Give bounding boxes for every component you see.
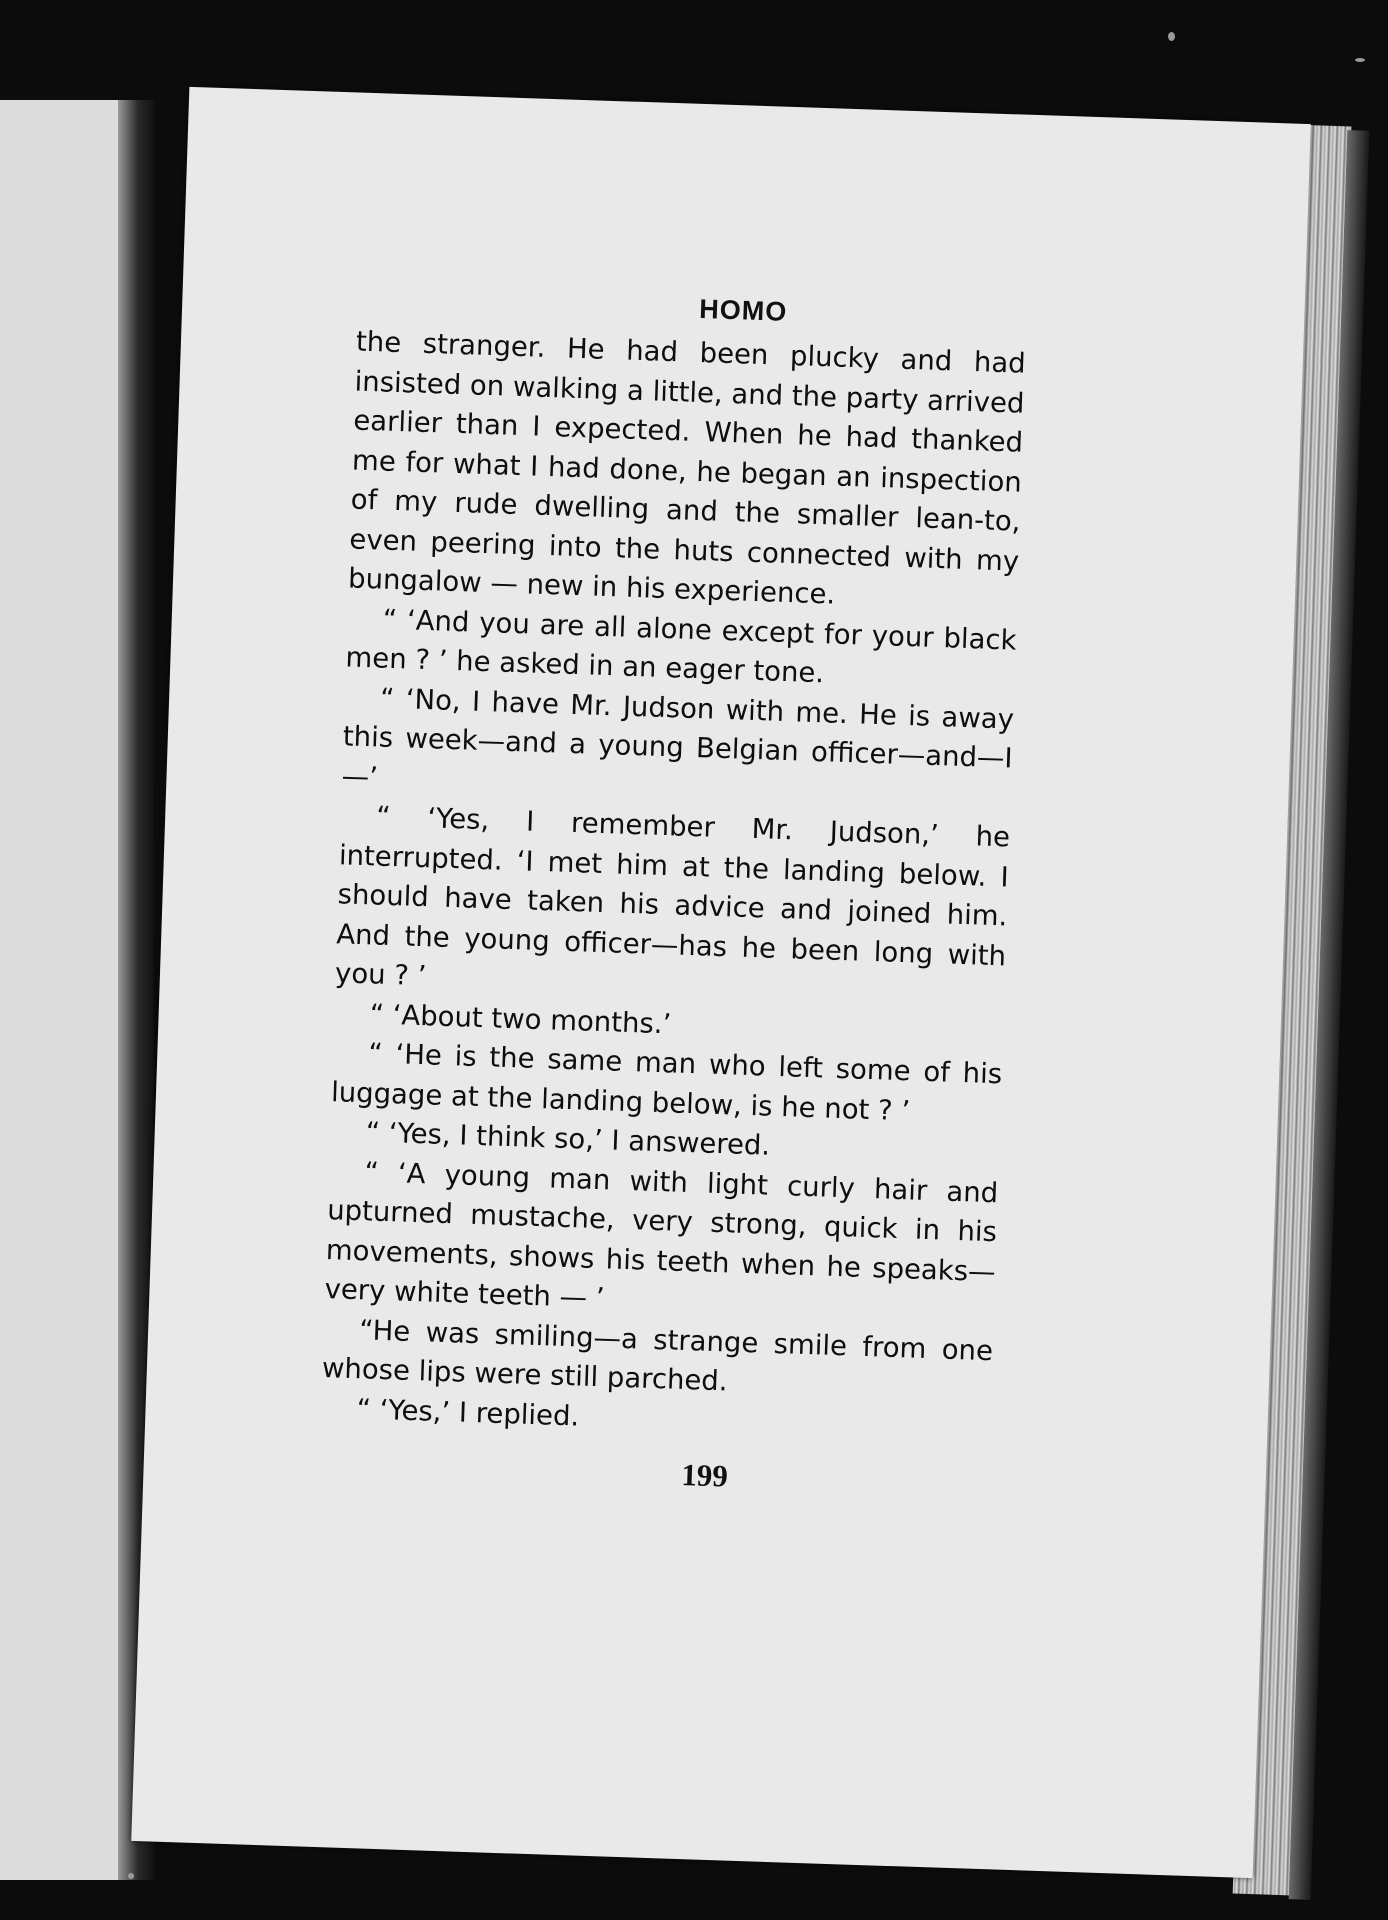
paragraph: “ ‘Yes, I think so,’ I answered.: [365, 1116, 771, 1162]
scan-speck: [128, 1873, 134, 1879]
paragraph: “ ‘Yes,’ I replied.: [356, 1392, 580, 1433]
paragraph: “He was smiling—a strange smile from one whose lips were still parched.: [321, 1313, 994, 1398]
paragraph: the stranger. He had been plucky and had insisted on walking a little, and the party arrived earlier than I expected. When he had thanked me for what I had done, he began an inspection of my rude dwelling and the smaller lean-to, even peering into the huts connected with my bungalow — new in his experience.: [347, 325, 1027, 611]
page-number: 199: [680, 1456, 729, 1494]
paragraph: “ ‘About two months.’: [369, 997, 672, 1040]
paragraph: “ ‘He is the same man who left some of his luggage at the landing below, is he not ? ’: [330, 1037, 1003, 1127]
paragraph: “ ‘And you are all alone except for your black men ? ’ he asked in an eager tone.: [345, 603, 1018, 690]
running-head: HOMO: [698, 293, 788, 327]
scan-speck: [1168, 32, 1175, 41]
paragraph: “ ‘A young man with light curly hair and upturned mustache, very strong, quick in his movements, shows his teeth when he speaks—very white teeth — ’: [324, 1155, 999, 1315]
paragraph: “ ‘No, I have Mr. Judson with me. He is away this week—and a young Belgian officer—and—I—’: [341, 682, 1015, 794]
paragraph: “ ‘Yes, I remember Mr. Judson,’ he interrupted. ‘I met him at the landing below. I should have taken his advice and joined him. And the young officer—has he been long with you ? ’: [334, 800, 1011, 993]
page-body: [320, 323, 1026, 1451]
book-page: [131, 87, 1311, 1878]
scan-speck: [1355, 58, 1365, 62]
